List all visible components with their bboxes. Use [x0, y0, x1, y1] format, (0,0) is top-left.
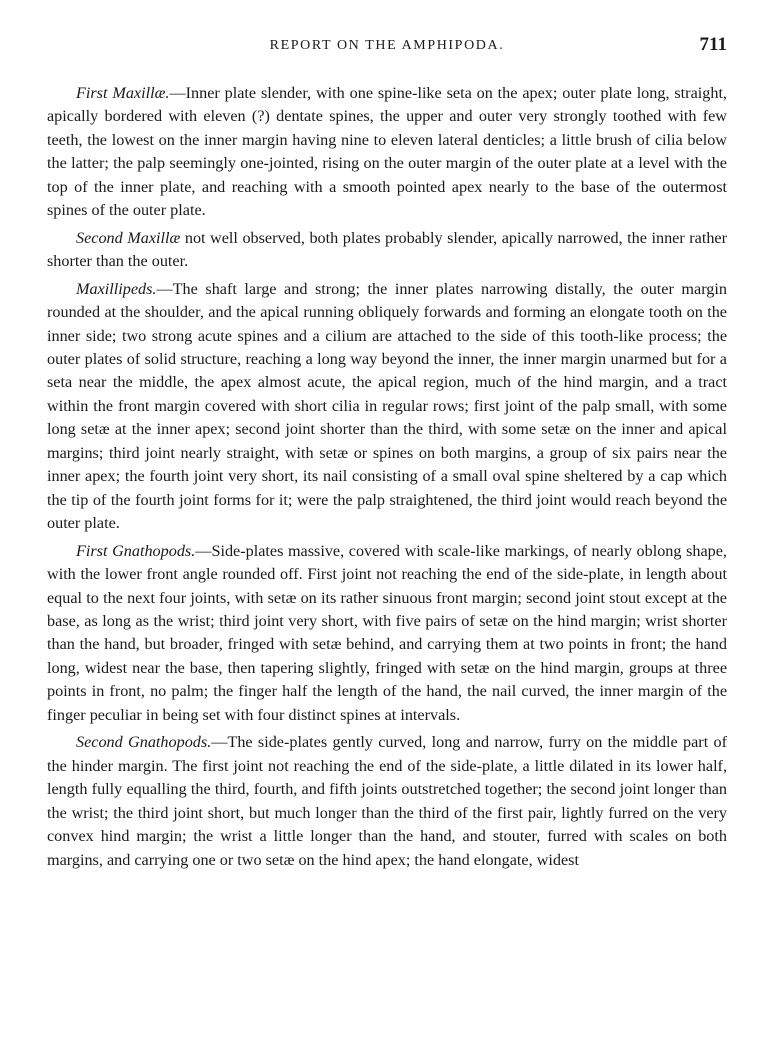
- paragraph-text: —Inner plate slender, with one spine-like seta on the apex; outer plate long, straight, apically bordered with eleven (?) dentate spines, the upper and outer very strongly toothed with few teeth, the lowest on the inner margin having nine to eleven lateral denticles; a little brush of cilia below the latter; the palp seemingly one-jointed, rising on the outer margin of the outer plate at a level with the top of the inner plate, and reaching with a smooth pointed apex nearly to the base of the outermost spines of the outer plate.: [47, 84, 727, 220]
- running-header: [47, 30, 727, 60]
- paragraph-first-gnathopods: [47, 540, 727, 728]
- running-title: REPORT ON THE AMPHIPODA.: [269, 38, 505, 53]
- paragraph-text: —The shaft large and strong; the inner plates narrowing distally, the outer margin rounded at the shoulder, and the apical running obliquely forwards and forming an elongate tooth on the inner side; two strong acute spines and a cilium are attached to the side of this tooth-like process; the outer plates of solid structure, reaching a long way beyond the inner, the inner margin unarmed but for a seta near the middle, the apex almost acute, the apical region, much of the hind margin, and a tract within the front margin covered with short cilia in regular rows; first joint of the palp small, with some long setæ at the inner apex; second joint shorter than the third, with some setæ on the inner and apical margins; third joint nearly straight, with setæ or spines on both margins, a group of six pairs near the inner apex; the fourth joint very short, its nail consisting of a small oval spine sheltered by a cap which the tip of the fourth joint forms for it; were the palp straightened, the third joint would reach beyond the outer plate.: [47, 279, 727, 533]
- paragraph-text: not well observed, both plates probably slender, apically narrowed, the inner rather shorter than the outer.: [47, 228, 727, 271]
- paragraph-second-gnathopods: [47, 731, 727, 872]
- page-number: 711: [699, 34, 727, 55]
- paragraph-heading: Maxillipeds.: [76, 279, 157, 298]
- body-text: [47, 82, 727, 872]
- paragraph-first-maxillae: [47, 82, 727, 223]
- page: [47, 30, 727, 876]
- paragraph-maxillipeds: [47, 278, 727, 536]
- paragraph-heading: First Gnathopods.: [76, 541, 196, 560]
- paragraph-text: —Side-plates massive, covered with scale-like markings, of nearly oblong shape, with the lower front angle rounded off. First joint not reaching the end of the side-plate, in length about equal to the next four joints, with setæ on its rather sinuous front margin; second joint stout except at the base, as long as the wrist; third joint very short, with five pairs of setæ on the hind margin; wrist shorter than the hand, but broader, fringed with setæ behind, and carrying them at two points in front; the hand long, widest near the base, then tapering slightly, fringed with setæ on the hind margin, groups at three points in front, no palm; the finger half the length of the hand, the nail curved, the inner margin of the finger peculiar in being set with four distinct spines at intervals.: [47, 541, 727, 724]
- paragraph-second-maxillae: [47, 227, 727, 274]
- paragraph-heading: Second Maxillæ: [76, 228, 181, 247]
- paragraph-text: —The side-plates gently curved, long and narrow, furry on the middle part of the hinder margin. The first joint not reaching the end of the side-plate, a little dilated in its lower half, length fully equalling the third, fourth, and fifth joints outstretched together; the second joint longer than the wrist; the third joint short, but much longer than the third of the first pair, lightly furred on the very convex hind margin; the wrist a little longer than the hand, and stouter, furred with scales on both margins, and carrying one or two setæ on the hind apex; the hand elongate, widest: [47, 733, 727, 869]
- paragraph-heading: Second Gnathopods.: [76, 733, 212, 752]
- paragraph-heading: First Maxillæ.: [76, 84, 170, 102]
